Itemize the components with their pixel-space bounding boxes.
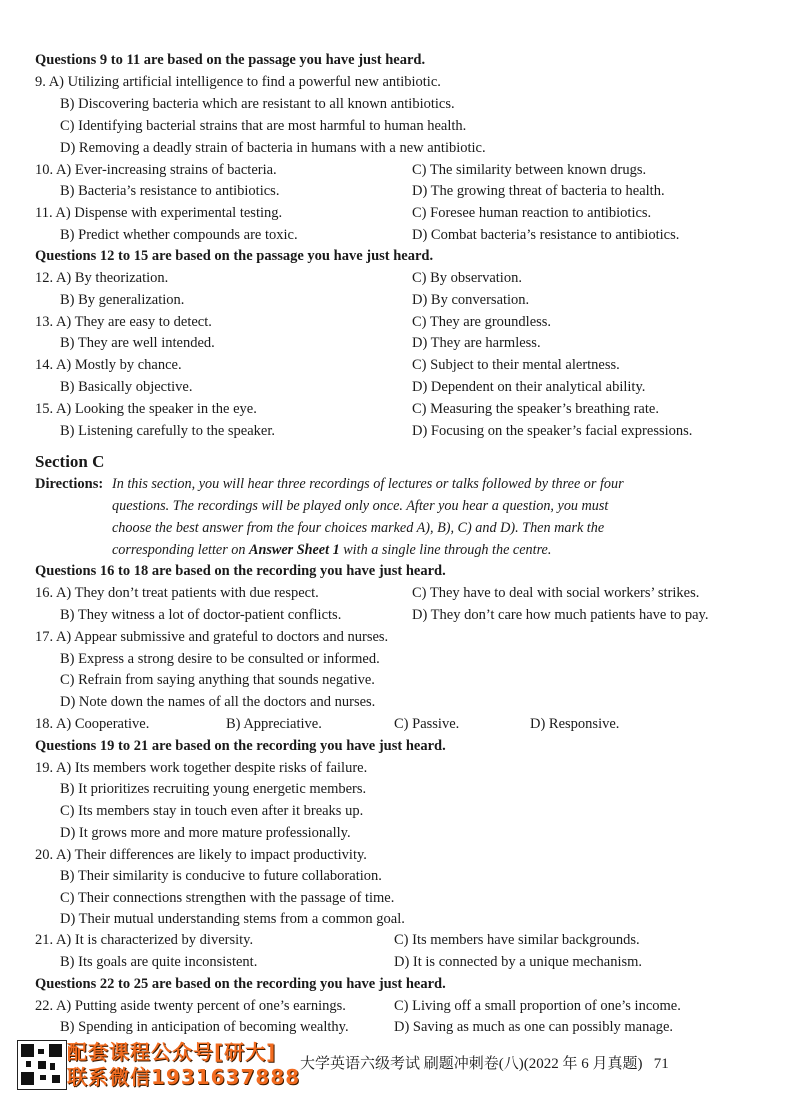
qr-code-icon (17, 1040, 67, 1090)
option-21a: 21. A) It is characterized by diversity. (35, 932, 254, 948)
directions-line: choose the best answer from the four choices marked A), B), C) and D). Then mark the (112, 520, 605, 536)
option-13d: D) They are harmless. (412, 335, 541, 351)
page-footer (300, 1055, 669, 1073)
directions-line: questions. The recordings will be played only once. After you hear a question, you must (112, 498, 609, 514)
option-9b: B) Discovering bacteria which are resistant to all known antibiotics. (60, 96, 455, 112)
option-13c: C) They are groundless. (412, 314, 552, 330)
option-12c: C) By observation. (412, 270, 522, 286)
question-group-header: Questions 19 to 21 are based on the recording you have just heard. (35, 738, 446, 754)
option-19c: C) Its members stay in touch even after it breaks up. (60, 803, 364, 819)
option-15b: B) Listening carefully to the speaker. (60, 423, 276, 439)
option-14a: 14. A) Mostly by chance. (35, 357, 182, 373)
option-16c: C) They have to deal with social workers’ strikes. (412, 585, 700, 601)
option-18c: C) Passive. (394, 716, 460, 732)
option-9d: D) Removing a deadly strain of bacteria in humans with a new antibiotic. (60, 140, 486, 156)
option-21b: B) Its goals are quite inconsistent. (60, 954, 258, 970)
option-10c: C) The similarity between known drugs. (412, 162, 647, 178)
option-12b: B) By generalization. (60, 292, 185, 308)
option-13a: 13. A) They are easy to detect. (35, 314, 212, 330)
option-17d: D) Note down the names of all the doctors and nurses. (60, 694, 376, 710)
option-17b: B) Express a strong desire to be consulted or informed. (60, 651, 380, 667)
option-19b: B) It prioritizes recruiting young energetic members. (60, 781, 367, 797)
option-15c: C) Measuring the speaker’s breathing rate. (412, 401, 659, 417)
option-15d: D) Focusing on the speaker’s facial expressions. (412, 423, 693, 439)
option-22d: D) Saving as much as one can possibly manage. (394, 1019, 674, 1035)
option-18a: 18. A) Cooperative. (35, 716, 150, 732)
option-20b: B) Their similarity is conducive to future collaboration. (60, 868, 382, 884)
option-20a: 20. A) Their differences are likely to impact productivity. (35, 847, 367, 863)
option-12d: D) By conversation. (412, 292, 530, 308)
option-10d: D) The growing threat of bacteria to health. (412, 183, 665, 199)
option-16b: B) They witness a lot of doctor-patient conflicts. (60, 607, 342, 623)
option-14c: C) Subject to their mental alertness. (412, 357, 620, 373)
watermark-line: 联系微信1931637888 (67, 1065, 301, 1089)
option-19d: D) It grows more and more mature professionally. (60, 825, 351, 841)
option-11a: 11. A) Dispense with experimental testing. (35, 205, 283, 221)
option-19a: 19. A) Its members work together despite risks of failure. (35, 760, 368, 776)
answer-sheet-ref: Answer Sheet 1 (249, 542, 340, 558)
directions-text: corresponding letter on (112, 542, 249, 558)
option-15a: 15. A) Looking the speaker in the eye. (35, 401, 257, 417)
directions-text: with a single line through the centre. (339, 542, 552, 558)
option-22b: B) Spending in anticipation of becoming wealthy. (60, 1019, 349, 1035)
option-12a: 12. A) By theorization. (35, 270, 169, 286)
footer-title: 大学英语六级考试 刷题冲刺卷(八)(2022 年 6 月真题) (300, 1056, 643, 1072)
option-10a: 10. A) Ever-increasing strains of bacteria. (35, 162, 277, 178)
option-9c: C) Identifying bacterial strains that are most harmful to human health. (60, 118, 467, 134)
question-group-header: Questions 16 to 18 are based on the recording you have just heard. (35, 563, 446, 579)
option-11d: D) Combat bacteria’s resistance to antibiotics. (412, 227, 680, 243)
option-21c: C) Its members have similar backgrounds. (394, 932, 640, 948)
section-title: Section C (35, 452, 105, 471)
option-16d: D) They don’t care how much patients have to pay. (412, 607, 709, 623)
option-11b: B) Predict whether compounds are toxic. (60, 227, 298, 243)
option-20c: C) Their connections strengthen with the passage of time. (60, 890, 395, 906)
option-17c: C) Refrain from saying anything that sounds negative. (60, 672, 375, 688)
question-group-header: Questions 22 to 25 are based on the recording you have just heard. (35, 976, 446, 992)
option-22c: C) Living off a small proportion of one’s income. (394, 998, 681, 1014)
option-20d: D) Their mutual understanding stems from a common goal. (60, 911, 405, 927)
directions-label: Directions: (35, 476, 104, 492)
directions-line: In this section, you will hear three recordings of lectures or talks followed by three or four (112, 476, 624, 492)
option-18d: D) Responsive. (530, 716, 620, 732)
option-10b: B) Bacteria’s resistance to antibiotics. (60, 183, 280, 199)
page-number: 71 (653, 1056, 669, 1072)
option-11c: C) Foresee human reaction to antibiotics. (412, 205, 652, 221)
watermark-line: 配套课程公众号[研大] (67, 1040, 277, 1064)
option-17a: 17. A) Appear submissive and grateful to doctors and nurses. (35, 629, 389, 645)
option-18b: B) Appreciative. (226, 716, 322, 732)
option-16a: 16. A) They don’t treat patients with due respect. (35, 585, 319, 601)
question-group-header: Questions 12 to 15 are based on the passage you have just heard. (35, 248, 434, 264)
option-21d: D) It is connected by a unique mechanism. (394, 954, 643, 970)
question-group-header: Questions 9 to 11 are based on the passage you have just heard. (35, 52, 426, 68)
option-13b: B) They are well intended. (60, 335, 215, 351)
option-22a: 22. A) Putting aside twenty percent of one’s earnings. (35, 998, 346, 1014)
option-14d: D) Dependent on their analytical ability. (412, 379, 646, 395)
directions-line (112, 541, 551, 559)
option-14b: B) Basically objective. (60, 379, 193, 395)
option-9a: 9. A) Utilizing artificial intelligence to find a powerful new antibiotic. (35, 74, 441, 90)
